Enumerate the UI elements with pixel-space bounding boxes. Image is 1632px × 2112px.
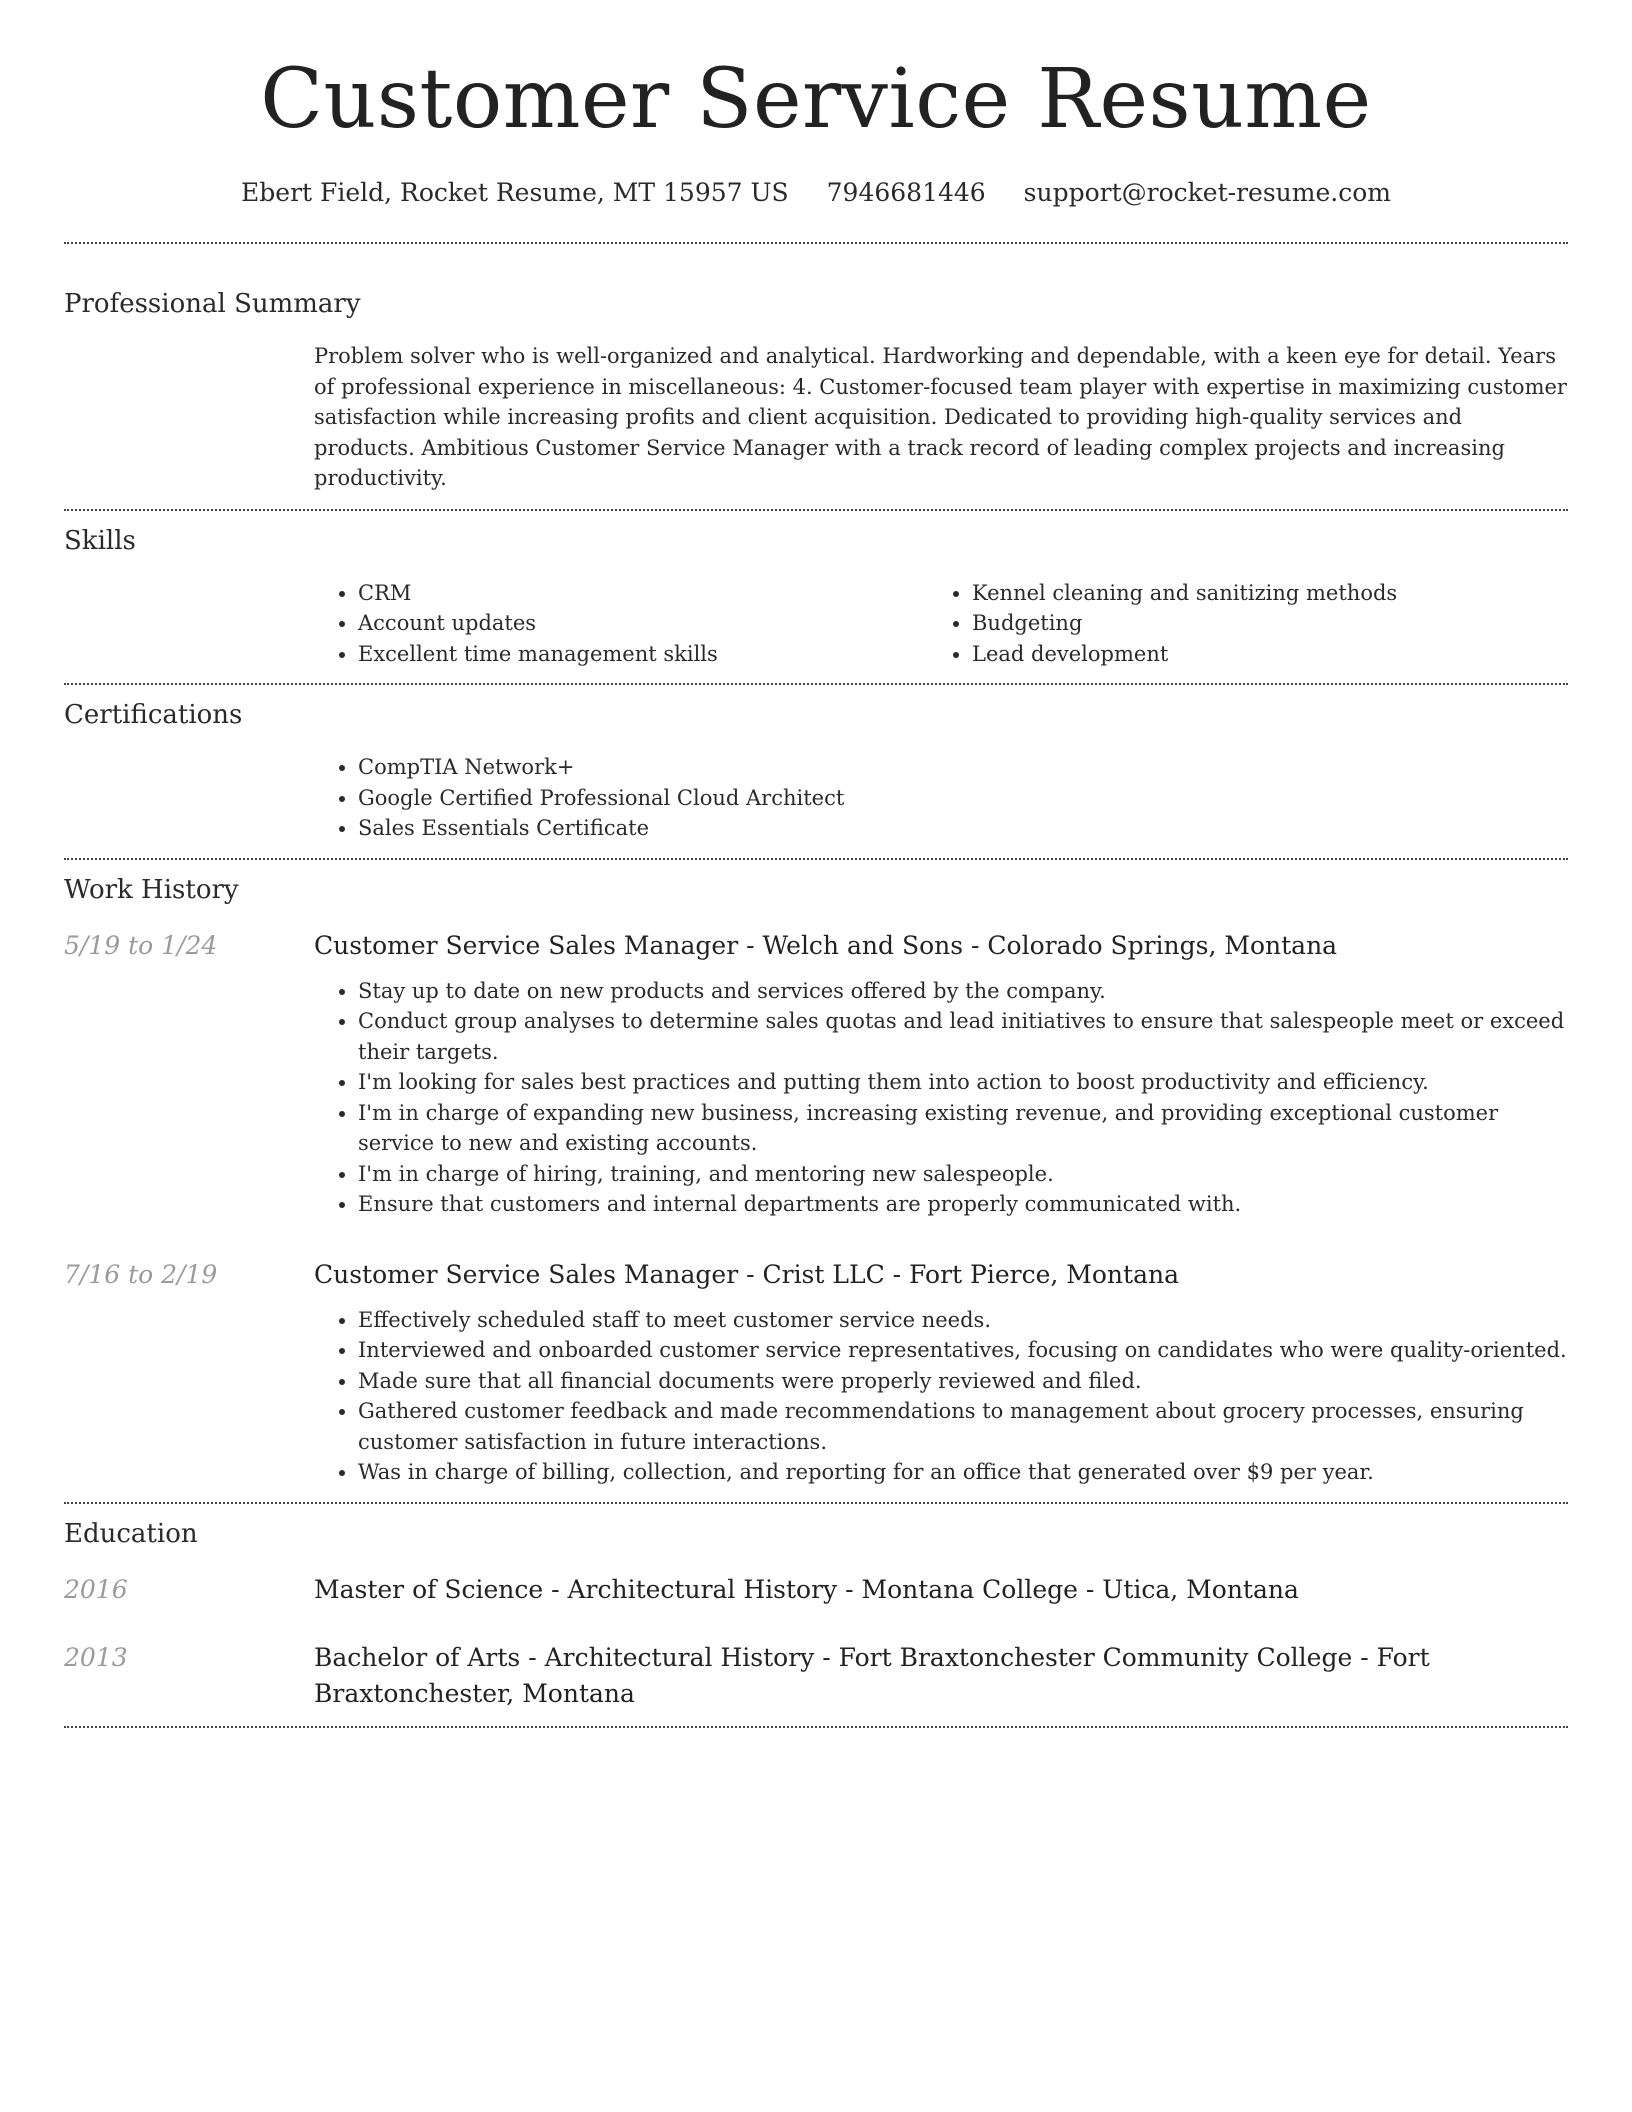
skill-item: • Kennel cleaning and sanitizing methods: [972, 578, 1542, 609]
certifications-list: [314, 752, 1568, 844]
work-entry-title: Customer Service Sales Manager - Crist LLC - Fort Pierce, Montana: [314, 1259, 1179, 1289]
work-entry-dates: 5/19 to 1/24: [64, 930, 218, 960]
work-entry-bullets: [314, 1305, 1568, 1488]
work-bullet: • Made sure that all financial documents were properly reviewed and filed.: [358, 1366, 1568, 1397]
divider: [64, 858, 1568, 860]
education-entry: [64, 1640, 1568, 1712]
certification-item: • CompTIA Network+: [358, 752, 1568, 783]
work-entry-dates: 7/16 to 2/19: [64, 1259, 218, 1289]
work-bullet: • Conduct group analyses to determine sales quotas and lead initiatives to ensure that salespeople meet or exceed their targets.: [358, 1006, 1568, 1067]
contact-address: Ebert Field, Rocket Resume, MT 15957 US: [241, 178, 789, 207]
work-bullet: • Ensure that customers and internal departments are properly communicated with.: [358, 1189, 1568, 1220]
education-entry: [64, 1572, 1568, 1608]
summary-text: Problem solver who is well-organized and analytical. Hardworking and dependable, with a keen eye for detail. Years of professional experience in miscellaneous: 4. Customer-focused team player with expertise in maximizing customer satisfaction while increasing profits and client acquisition. Dedicated to providing high-quality services and products. Ambitious Customer Service Manager with a track record of leading complex projects and increasing productivity.: [314, 344, 1567, 490]
resume-title: Customer Service Resume: [260, 52, 1372, 147]
skills-column-right: [928, 578, 1542, 670]
divider: [64, 1502, 1568, 1504]
education-heading: Education: [64, 1518, 198, 1549]
work-bullet: • Was in charge of billing, collection, and reporting for an office that generated over $9 per year.: [358, 1457, 1568, 1488]
education-main: [314, 1640, 1568, 1712]
divider: [64, 509, 1568, 511]
work-entry-main: [314, 1257, 1568, 1488]
work-entry: [64, 1257, 1568, 1488]
work-bullet: • Gathered customer feedback and made recommendations to management about grocery processes, ensuring customer satisfaction in future interactions.: [358, 1396, 1568, 1457]
skills-list-right: [928, 578, 1542, 670]
work-history-heading: Work History: [64, 874, 239, 905]
skill-item: • CRM: [358, 578, 928, 609]
certification-item: • Google Certified Professional Cloud Architect: [358, 783, 1568, 814]
work-bullet: • I'm in charge of hiring, training, and mentoring new salespeople.: [358, 1159, 1568, 1190]
education-degree: Master of Science - Architectural History - Montana College - Utica, Montana: [314, 1574, 1299, 1604]
skills-heading: Skills: [64, 525, 136, 556]
skill-item: • Lead development: [972, 639, 1542, 670]
contact-phone: 7946681446: [826, 178, 986, 207]
contact-email: support@rocket-resume.com: [1023, 178, 1391, 207]
divider: [64, 683, 1568, 685]
resume-page: [64, 0, 1568, 1728]
skill-item: • Account updates: [358, 608, 928, 639]
work-history-section: [64, 872, 1568, 1488]
summary-section: [64, 286, 1568, 494]
work-entry: [64, 928, 1568, 1220]
work-bullet: • Stay up to date on new products and services offered by the company.: [358, 976, 1568, 1007]
divider: [64, 1726, 1568, 1728]
skills-grid: [314, 578, 1568, 670]
skills-section: [64, 523, 1568, 670]
education-year: 2016: [64, 1574, 128, 1604]
work-bullet: • Interviewed and onboarded customer service representatives, focusing on candidates who were quality-oriented.: [358, 1335, 1568, 1366]
work-entry-main: [314, 928, 1568, 1220]
education-year: 2013: [64, 1642, 128, 1672]
skills-column-left: [314, 578, 928, 670]
work-bullet: • Effectively scheduled staff to meet customer service needs.: [358, 1305, 1568, 1336]
certifications-heading: Certifications: [64, 700, 243, 730]
work-bullet: • I'm in charge of expanding new business, increasing existing revenue, and providing exceptional customer service to new and existing accounts.: [358, 1098, 1568, 1159]
work-bullet: • I'm looking for sales best practices and putting them into action to boost productivity and efficiency.: [358, 1067, 1568, 1098]
summary-heading: Professional Summary: [64, 289, 361, 319]
education-main: [314, 1572, 1568, 1608]
divider: [64, 242, 1568, 244]
certifications-body: [314, 752, 1568, 844]
contact-line: [64, 176, 1568, 210]
skill-item: • Excellent time management skills: [358, 639, 928, 670]
education-degree: Bachelor of Arts - Architectural History - Fort Braxtonchester Community College - Fort Braxtonchester, Montana: [314, 1642, 1430, 1708]
work-entry-title: Customer Service Sales Manager - Welch and Sons - Colorado Springs, Montana: [314, 930, 1338, 960]
skill-item: • Budgeting: [972, 608, 1542, 639]
certifications-section: [64, 697, 1568, 844]
work-entry-bullets: [314, 976, 1568, 1220]
education-section: [64, 1516, 1568, 1712]
skills-list-left: [314, 578, 928, 670]
resume-header: [64, 0, 1568, 210]
certification-item: • Sales Essentials Certificate: [358, 813, 1568, 844]
